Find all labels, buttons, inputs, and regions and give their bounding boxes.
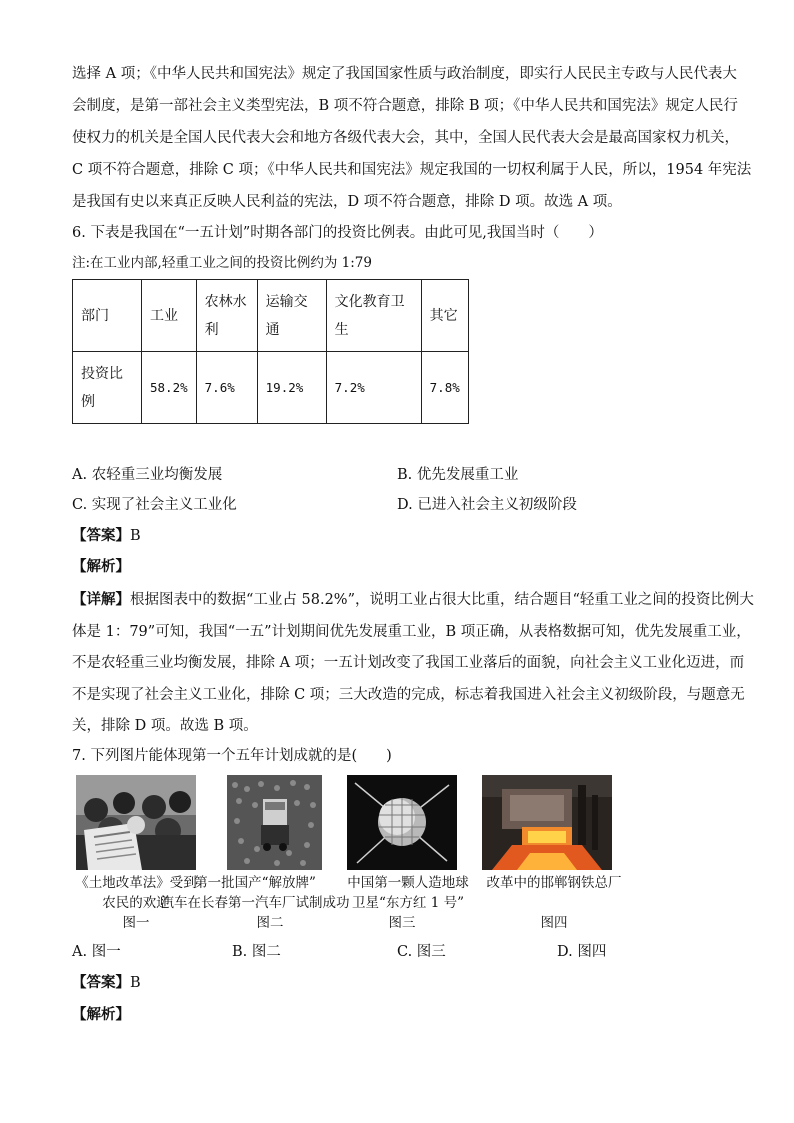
investment-table (72, 279, 469, 424)
answer-tag: 【答案】 (72, 528, 130, 544)
answer-line (72, 973, 141, 993)
option-d: D. 图四 (557, 944, 607, 960)
label-picture-1: 图一 (122, 915, 150, 931)
table-cell: 58.2% (142, 352, 197, 424)
table-header-cell: 文化教育卫 生 (326, 280, 421, 352)
detail-line: 体是 1：79”可知，我国“一五”计划期间优先发展重工业，B 项正确，从表格数据可知，优先发展重工业， (72, 624, 751, 640)
photo-handan-steel (482, 775, 612, 870)
detail-line: 【详解】根据图表中的数据“工业占 58.2%”，说明工业占很大比重，结合题目“轻重工业之间的投资比例大 (72, 592, 754, 608)
paragraph-line: 选择 A 项；《中华人民共和国宪法》规定了我国国家性质与政治制度，即实行人民民主专政与人民代表大 (72, 66, 737, 82)
table-header-cell: 部门 (73, 280, 142, 352)
caption-picture-1: 《土地改革法》受到 农民的欢迎 (75, 875, 197, 911)
table-header-cell: 农林水 利 (196, 280, 257, 352)
table-header-row (73, 280, 469, 352)
paragraph-line: 使权力的机关是全国人民代表大会和地方各级代表大会，其中，全国人民代表大会是最高国家权力机关， (72, 130, 739, 146)
option-c: C. 实现了社会主义工业化 (72, 497, 237, 513)
option-b: B. 图二 (232, 944, 281, 960)
table-cell: 7.8% (421, 352, 468, 424)
answer-tag: 【答案】 (72, 975, 130, 991)
table-cell: 7.6% (196, 352, 257, 424)
photo-dongfanghong-satellite (347, 775, 457, 870)
answer-value: B (130, 975, 141, 991)
table-header-cell: 其它 (421, 280, 468, 352)
analysis-tag: 【解析】 (72, 559, 130, 575)
analysis-tag: 【解析】 (72, 1007, 130, 1023)
photo-jiefang-truck (227, 775, 322, 870)
paragraph-line: C 项不符合题意，排除 C 项；《中华人民共和国宪法》规定我国的一切权利属于人民，所以，1954 年宪法 (72, 162, 752, 178)
option-d: D. 已进入社会主义初级阶段 (397, 497, 577, 513)
label-picture-2: 图二 (256, 915, 284, 931)
caption-picture-3: 中国第一颗人造地球 卫星“东方红 1 号” (347, 875, 469, 911)
option-b: B. 优先发展重工业 (397, 467, 519, 483)
table-row (73, 352, 469, 424)
caption-picture-2: 第一批国产“解放牌” 汽车在长春第一汽车厂试制成功 (160, 875, 350, 911)
label-picture-4: 图四 (540, 915, 568, 931)
detail-line: 不是实现了社会主义工业化，排除 C 项；三大改造的完成，标志着我国进入社会主义初级阶段，与题意无 (72, 687, 745, 703)
table-cell: 19.2% (257, 352, 326, 424)
question-7-stem: 7. 下列图片能体现第一个五年计划成就的是( ) (72, 748, 392, 764)
label-picture-3: 图三 (388, 915, 416, 931)
detail-tag: 【详解】 (72, 592, 130, 608)
detail-line: 关，排除 D 项。故选 B 项。 (72, 718, 258, 734)
table-header-cell: 工业 (142, 280, 197, 352)
option-a: A. 图一 (72, 944, 121, 960)
paragraph-line: 会制度，是第一部社会主义类型宪法，B 项不符合题意，排除 B 项；《中华人民共和国宪法》规定人民行 (72, 98, 738, 114)
table-row-label: 投资比 例 (73, 352, 142, 424)
answer-value: B (130, 528, 141, 544)
question-6-note: 注:在工业内部,轻重工业之间的投资比例约为 1:79 (72, 255, 372, 271)
question-6-stem: 6. 下表是我国在“一五计划”时期各部门的投资比例表。由此可见,我国当时（ ） (72, 225, 603, 241)
option-a: A. 农轻重三业均衡发展 (72, 467, 223, 483)
answer-line (72, 526, 141, 546)
table-cell: 7.2% (326, 352, 421, 424)
photo-land-reform (76, 775, 196, 870)
caption-picture-4: 改革中的邯郸钢铁总厂 (486, 875, 622, 891)
paragraph-line: 是我国有史以来真正反映人民利益的宪法，D 项不符合题意，排除 D 项。故选 A 项。 (72, 194, 622, 210)
option-c: C. 图三 (397, 944, 446, 960)
detail-line: 不是农轻重三业均衡发展，排除 A 项；一五计划改变了我国工业落后的面貌，向社会主义工业化迈进，而 (72, 655, 745, 671)
table-header-cell: 运输交 通 (257, 280, 326, 352)
